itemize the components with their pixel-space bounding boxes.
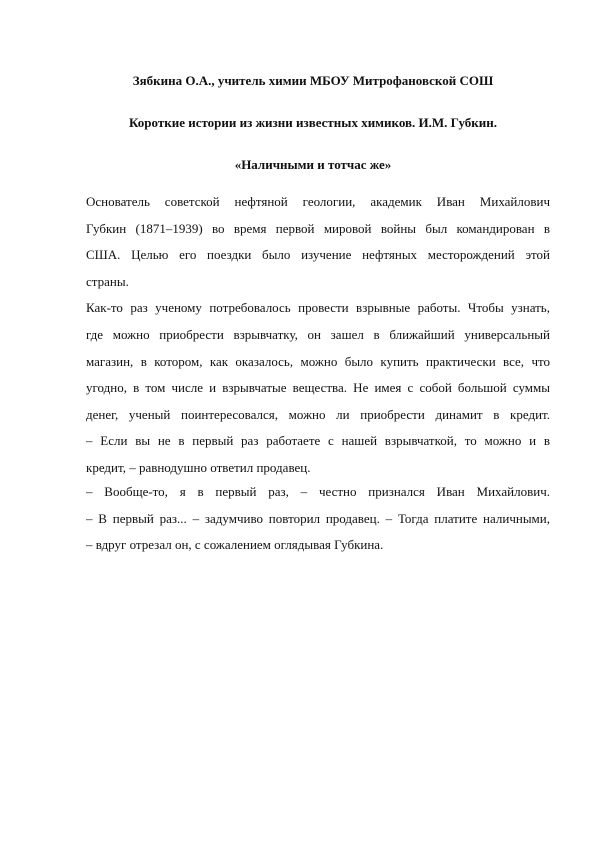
series-title: Короткие истории из жизни известных химиков. И.М. Губкин. [128, 115, 497, 130]
text-line: Как-то раз ученому потребовалось провести взрывные работы. Чтобы узнать, [86, 300, 550, 316]
text-line: – Если вы не в первый раз работаете с нашей взрывчаткой, то можно и в [86, 433, 550, 449]
text-line: кредит, – равнодушно ответил продавец. [86, 459, 311, 475]
text-line: денег, ученый поинтересовался, можно ли приобрести динамит в кредит. [86, 406, 550, 422]
text-line: угодно, в том числе и взрывчатые вещества. Не имея с собой большой суммы [86, 380, 550, 396]
text-line: страны. [86, 273, 129, 289]
text-line: Основатель советской нефтяной геологии, академик Иван Михайлович [86, 194, 550, 209]
paragraph-block-1 [86, 189, 550, 482]
text-line: Губкин (1871–1939) во время первой мировой войны был командирован в [86, 220, 550, 236]
author-line: Зябкина О.А., учитель химии МБОУ Митрофановской СОШ [132, 73, 494, 88]
text-line: – В первый раз... – задумчиво повторил продавец. – Тогда платите наличными, [86, 510, 550, 526]
story-title: «Наличными и тотчас же» [234, 157, 392, 172]
text-line: где можно приобрести взрывчатку, он зашел в ближайший универсальный [86, 326, 550, 342]
text-line: США. Целью его поездки было изучение нефтяных месторождений этой [86, 247, 550, 263]
paragraph-block-2 [86, 479, 550, 559]
text-line: – Вообще-то, я в первый раз, – честно признался Иван Михайлович. [86, 484, 550, 499]
text-line: магазин, в котором, как оказалось, можно было купить практически все, что [86, 353, 550, 369]
text-line: – вдруг отрезал он, с сожалением оглядывая Губкина. [86, 537, 384, 553]
